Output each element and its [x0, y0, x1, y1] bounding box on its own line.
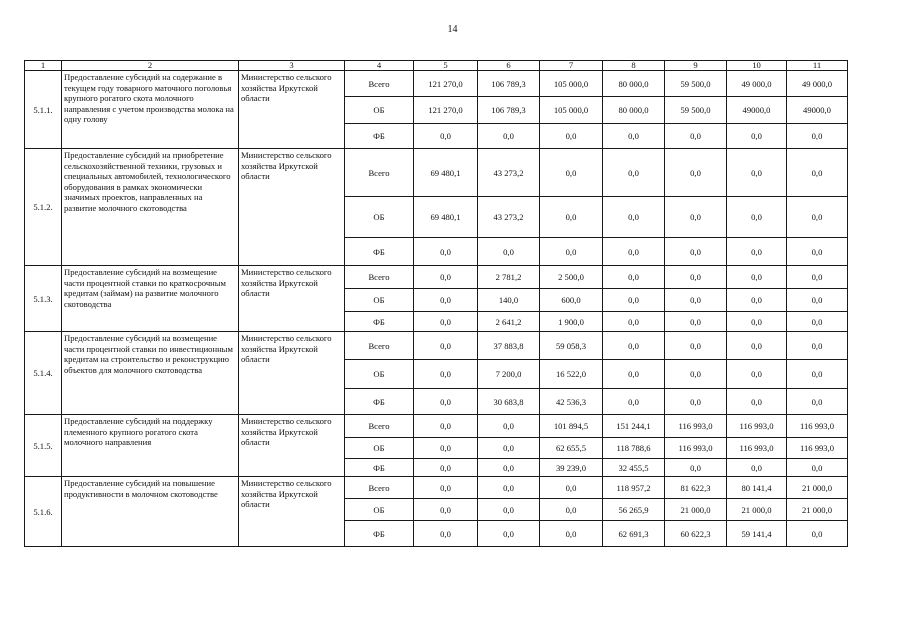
amount-cell: 0,0	[727, 332, 787, 360]
amount-cell: 30 683,8	[478, 389, 540, 415]
amount-cell: 101 894,5	[540, 415, 603, 438]
amount-cell: 0,0	[787, 124, 848, 149]
amount-cell: 0,0	[665, 289, 727, 312]
amount-cell: 0,0	[665, 266, 727, 289]
amount-cell: 0,0	[665, 124, 727, 149]
amount-cell: 2 500,0	[540, 266, 603, 289]
amount-cell: 0,0	[603, 389, 665, 415]
amount-cell: 0,0	[540, 238, 603, 266]
amount-cell: 0,0	[727, 360, 787, 389]
amount-cell: 0,0	[665, 360, 727, 389]
amount-cell: 37 883,8	[478, 332, 540, 360]
amount-cell: 69 480,1	[414, 197, 478, 238]
amount-cell: 0,0	[414, 332, 478, 360]
amount-cell: 151 244,1	[603, 415, 665, 438]
amount-cell: 0,0	[727, 389, 787, 415]
amount-cell: 0,0	[665, 238, 727, 266]
amount-cell: 43 273,2	[478, 149, 540, 197]
amount-cell: 1 900,0	[540, 312, 603, 332]
amount-cell: 0,0	[787, 149, 848, 197]
amount-cell: 0,0	[787, 521, 848, 547]
page-number: 14	[447, 24, 458, 35]
amount-cell: 0,0	[478, 521, 540, 547]
amount-cell: 0,0	[414, 499, 478, 521]
amount-cell: 0,0	[727, 197, 787, 238]
amount-cell: 0,0	[727, 312, 787, 332]
amount-cell: 0,0	[665, 389, 727, 415]
amount-cell: 32 455,5	[603, 459, 665, 477]
amount-cell: 116 993,0	[727, 415, 787, 438]
amount-cell: 0,0	[787, 389, 848, 415]
funding-source-label: Всего	[345, 149, 414, 197]
amount-cell: 121 270,0	[414, 71, 478, 97]
amount-cell: 0,0	[414, 477, 478, 499]
amount-cell: 59 500,0	[665, 97, 727, 124]
amount-cell: 62 655,5	[540, 438, 603, 459]
budget-table	[24, 60, 848, 547]
amount-cell: 0,0	[478, 477, 540, 499]
amount-cell: 0,0	[727, 459, 787, 477]
column-header: 9	[665, 61, 727, 71]
amount-cell: 43 273,2	[478, 197, 540, 238]
amount-cell: 59 141,4	[727, 521, 787, 547]
amount-cell: 0,0	[665, 312, 727, 332]
amount-cell: 0,0	[478, 415, 540, 438]
amount-cell: 0,0	[414, 389, 478, 415]
funding-source-label: ФБ	[345, 124, 414, 149]
amount-cell: 600,0	[540, 289, 603, 312]
amount-cell: 106 789,3	[478, 97, 540, 124]
amount-cell: 16 522,0	[540, 360, 603, 389]
funding-source-label: ФБ	[345, 521, 414, 547]
amount-cell: 0,0	[414, 438, 478, 459]
amount-cell: 60 622,3	[665, 521, 727, 547]
amount-cell: 49 000,0	[727, 71, 787, 97]
amount-cell: 116 993,0	[727, 438, 787, 459]
funding-source-label: Всего	[345, 266, 414, 289]
column-header: 6	[478, 61, 540, 71]
funding-source-label: ФБ	[345, 459, 414, 477]
amount-cell: 106 789,3	[478, 71, 540, 97]
funding-source-label: ОБ	[345, 197, 414, 238]
amount-cell: 0,0	[603, 360, 665, 389]
amount-cell: 81 622,3	[665, 477, 727, 499]
amount-cell: 49000,0	[787, 97, 848, 124]
table-row	[25, 71, 848, 97]
column-header: 3	[239, 61, 345, 71]
amount-cell: 39 239,0	[540, 459, 603, 477]
amount-cell: 21 000,0	[665, 499, 727, 521]
amount-cell: 49 000,0	[787, 71, 848, 97]
amount-cell: 116 993,0	[665, 415, 727, 438]
amount-cell: 7 200,0	[478, 360, 540, 389]
amount-cell: 0,0	[787, 238, 848, 266]
item-agency: Министерство сельского хозяйства Иркутской области	[239, 415, 345, 477]
funding-source-label: Всего	[345, 332, 414, 360]
amount-cell: 0,0	[665, 459, 727, 477]
table-body	[25, 61, 848, 547]
amount-cell: 49000,0	[727, 97, 787, 124]
amount-cell: 0,0	[540, 499, 603, 521]
table-row	[25, 266, 848, 289]
amount-cell: 140,0	[478, 289, 540, 312]
amount-cell: 0,0	[414, 459, 478, 477]
amount-cell: 105 000,0	[540, 71, 603, 97]
amount-cell: 0,0	[478, 238, 540, 266]
amount-cell: 116 993,0	[665, 438, 727, 459]
table-row	[25, 332, 848, 360]
table-row	[25, 477, 848, 499]
item-title: Предоставление субсидий на возмещение части процентной ставки по инвестиционным кредитам на строительство и реконструкцию объектов для молочного скотоводства	[62, 332, 239, 415]
item-code: 5.1.4.	[25, 332, 62, 415]
funding-source-label: ОБ	[345, 438, 414, 459]
item-agency: Министерство сельского хозяйства Иркутской области	[239, 71, 345, 149]
amount-cell: 62 691,3	[603, 521, 665, 547]
amount-cell: 0,0	[665, 197, 727, 238]
amount-cell: 80 000,0	[603, 71, 665, 97]
item-code: 5.1.5.	[25, 415, 62, 477]
item-agency: Министерство сельского хозяйства Иркутской области	[239, 332, 345, 415]
amount-cell: 0,0	[727, 238, 787, 266]
amount-cell: 0,0	[414, 360, 478, 389]
funding-source-label: ОБ	[345, 360, 414, 389]
column-header: 2	[62, 61, 239, 71]
column-header: 7	[540, 61, 603, 71]
amount-cell: 0,0	[727, 266, 787, 289]
amount-cell: 42 536,3	[540, 389, 603, 415]
amount-cell: 116 993,0	[787, 438, 848, 459]
amount-cell: 0,0	[787, 360, 848, 389]
amount-cell: 59 058,3	[540, 332, 603, 360]
amount-cell: 80 141,4	[727, 477, 787, 499]
amount-cell: 118 957,2	[603, 477, 665, 499]
amount-cell: 0,0	[414, 521, 478, 547]
item-agency: Министерство сельского хозяйства Иркутской области	[239, 149, 345, 266]
amount-cell: 105 000,0	[540, 97, 603, 124]
funding-source-label: ФБ	[345, 238, 414, 266]
amount-cell: 0,0	[787, 289, 848, 312]
amount-cell: 0,0	[603, 312, 665, 332]
item-agency: Министерство сельского хозяйства Иркутской области	[239, 477, 345, 547]
amount-cell: 0,0	[787, 266, 848, 289]
amount-cell: 0,0	[540, 124, 603, 149]
amount-cell: 0,0	[603, 238, 665, 266]
amount-cell: 21 000,0	[727, 499, 787, 521]
amount-cell: 0,0	[787, 459, 848, 477]
funding-source-label: Всего	[345, 415, 414, 438]
item-code: 5.1.2.	[25, 149, 62, 266]
amount-cell: 0,0	[603, 332, 665, 360]
item-code: 5.1.3.	[25, 266, 62, 332]
column-header-row	[25, 61, 848, 71]
amount-cell: 0,0	[787, 312, 848, 332]
funding-source-label: Всего	[345, 477, 414, 499]
column-header: 11	[787, 61, 848, 71]
amount-cell: 0,0	[540, 477, 603, 499]
amount-cell: 0,0	[603, 289, 665, 312]
funding-source-label: ФБ	[345, 312, 414, 332]
item-title: Предоставление субсидий на повышение продуктивности в молочном скотоводстве	[62, 477, 239, 547]
table-row	[25, 415, 848, 438]
table-row	[25, 149, 848, 197]
amount-cell: 121 270,0	[414, 97, 478, 124]
item-title: Предоставление субсидий на содержание в текущем году товарного маточного поголовья крупного рогатого скота молочного направления с учетом производства молока на одну голову	[62, 71, 239, 149]
item-title: Предоставление субсидий на поддержку племенного крупного рогатого скота молочного направления	[62, 415, 239, 477]
amount-cell: 21 000,0	[787, 499, 848, 521]
column-header: 4	[345, 61, 414, 71]
amount-cell: 0,0	[540, 521, 603, 547]
amount-cell: 0,0	[603, 197, 665, 238]
amount-cell: 118 788,6	[603, 438, 665, 459]
amount-cell: 0,0	[603, 149, 665, 197]
column-header: 5	[414, 61, 478, 71]
amount-cell: 2 781,2	[478, 266, 540, 289]
amount-cell: 0,0	[414, 312, 478, 332]
amount-cell: 0,0	[603, 266, 665, 289]
amount-cell: 0,0	[414, 415, 478, 438]
amount-cell: 0,0	[478, 124, 540, 149]
funding-source-label: ОБ	[345, 499, 414, 521]
amount-cell: 0,0	[787, 332, 848, 360]
amount-cell: 0,0	[414, 238, 478, 266]
amount-cell: 0,0	[414, 266, 478, 289]
item-agency: Министерство сельского хозяйства Иркутской области	[239, 266, 345, 332]
amount-cell: 0,0	[727, 124, 787, 149]
funding-source-label: ОБ	[345, 97, 414, 124]
column-header: 10	[727, 61, 787, 71]
amount-cell: 56 265,9	[603, 499, 665, 521]
amount-cell: 0,0	[478, 499, 540, 521]
amount-cell: 0,0	[414, 124, 478, 149]
amount-cell: 59 500,0	[665, 71, 727, 97]
item-code: 5.1.6.	[25, 477, 62, 547]
column-header: 1	[25, 61, 62, 71]
funding-source-label: ФБ	[345, 389, 414, 415]
amount-cell: 0,0	[787, 197, 848, 238]
amount-cell: 69 480,1	[414, 149, 478, 197]
amount-cell: 80 000,0	[603, 97, 665, 124]
amount-cell: 21 000,0	[787, 477, 848, 499]
item-title: Предоставление субсидий на возмещение части процентной ставки по краткосрочным кредитам (займам) на развитие молочного скотоводства	[62, 266, 239, 332]
amount-cell: 0,0	[665, 149, 727, 197]
funding-source-label: Всего	[345, 71, 414, 97]
amount-cell: 116 993,0	[787, 415, 848, 438]
item-title: Предоставление субсидий на приобретение сельскохозяйственной техники, грузовых и специальных автомобилей, технологического оборудования в рамках экономически значимых проектов, направленных на развитие молочного скотоводства	[62, 149, 239, 266]
amount-cell: 0,0	[478, 438, 540, 459]
funding-source-label: ОБ	[345, 289, 414, 312]
amount-cell: 0,0	[727, 149, 787, 197]
amount-cell: 0,0	[478, 459, 540, 477]
item-code: 5.1.1.	[25, 71, 62, 149]
amount-cell: 0,0	[540, 197, 603, 238]
amount-cell: 2 641,2	[478, 312, 540, 332]
column-header: 8	[603, 61, 665, 71]
amount-cell: 0,0	[540, 149, 603, 197]
amount-cell: 0,0	[603, 124, 665, 149]
amount-cell: 0,0	[414, 289, 478, 312]
amount-cell: 0,0	[727, 289, 787, 312]
amount-cell: 0,0	[665, 332, 727, 360]
